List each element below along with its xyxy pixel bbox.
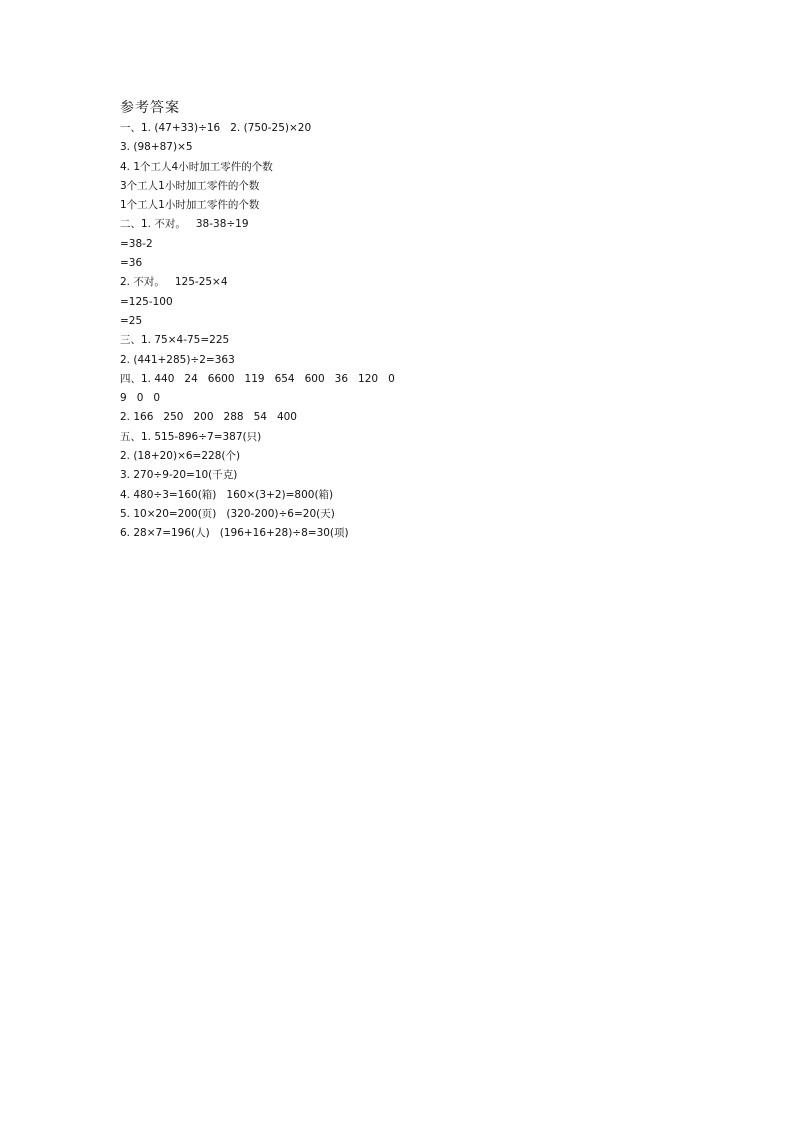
answer-line: 3. (98+87)×5 [120,141,193,154]
answer-line: 2. (441+285)÷2=363 [120,353,235,366]
answer-line: 2. 166 250 200 288 54 400 [120,411,297,424]
answer-line: 4. 1个工人4小时加工零件的个数 [120,160,273,173]
answer-line: 5. 10×20=200(页) (320-200)÷6=20(天) [120,507,335,520]
answer-line: 二、1. 不对。 38-38÷19 [120,218,249,231]
answer-line: 3个工人1小时加工零件的个数 [120,179,260,192]
answer-line: 2. (18+20)×6=228(个) [120,450,241,463]
answer-line: =125-100 [120,295,173,308]
answer-line: =38-2 [120,237,153,250]
answer-line: 2. 不对。 125-25×4 [120,276,228,289]
answer-line: 9 0 0 [120,392,161,405]
page-title: 参考答案 [120,100,180,116]
answer-line: 4. 480÷3=160(箱) 160×(3+2)=800(箱) [120,488,334,501]
answer-line: =25 [120,314,143,327]
answer-line: 6. 28×7=196(人) (196+16+28)÷8=30(项) [120,527,349,540]
answer-line: 四、1. 440 24 6600 119 654 600 36 120 0 [120,372,395,385]
answer-line: 一、1. (47+33)÷16 2. (750-25)×20 [120,122,312,134]
answer-line: =36 [120,257,143,270]
answer-line: 三、1. 75×4-75=225 [120,334,230,347]
answer-line: 五、1. 515-896÷7=387(只) [120,430,262,443]
answer-line: 1个工人1小时加工零件的个数 [120,199,260,212]
answer-sheet [120,98,740,544]
answer-line: 3. 270÷9-20=10(千克) [120,469,238,482]
